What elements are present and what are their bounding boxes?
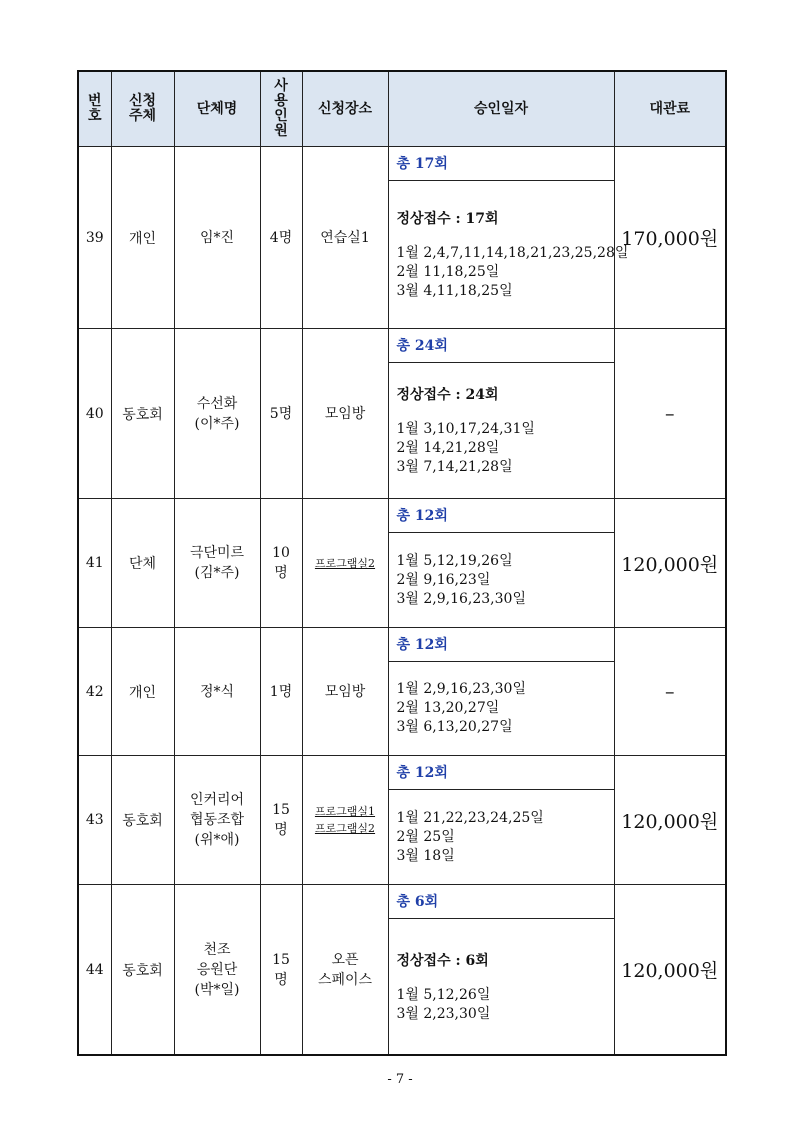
page-number: - 7 - [387, 1072, 413, 1087]
group-name-line: (이*주) [194, 415, 240, 432]
table-row [78, 329, 726, 499]
user-count-line: 명 [274, 822, 288, 838]
rental-fee: 120,000원 [614, 885, 726, 1056]
total-count: 총 17회 [389, 147, 614, 181]
month-dates: 2월 25일 [396, 828, 455, 845]
group-name-line: 천조 [203, 941, 231, 958]
header-group-name: 단체명 [174, 71, 260, 147]
group-name [174, 885, 260, 1056]
applicant-type: 동호회 [111, 756, 174, 885]
date-details [389, 662, 614, 755]
header-applicant-type: 신청 주체 [111, 71, 174, 147]
venue [302, 628, 388, 756]
row-number: 42 [78, 628, 111, 756]
venue-line: 프로그램실2 [314, 822, 376, 835]
date-details [389, 790, 614, 884]
normal-receipt-count: 정상접수 : 24회 [396, 387, 499, 403]
rental-fee: – [614, 329, 726, 499]
approved-dates [388, 329, 614, 499]
normal-receipt-count: 정상접수 : 17회 [396, 211, 499, 227]
approved-dates [388, 147, 629, 329]
rental-fee: – [614, 628, 726, 756]
user-count [260, 756, 302, 885]
applicant-type: 동호회 [111, 885, 174, 1056]
month-dates: 3월 18일 [396, 847, 455, 864]
month-dates: 1월 3,10,17,24,31일 [396, 421, 535, 437]
approved-dates-cell [389, 885, 614, 1054]
table-row [78, 499, 726, 628]
group-name-line: 극단미르 [189, 545, 245, 561]
header-approved-dates: 승인일자 [388, 71, 614, 147]
venue-line: 연습실1 [320, 229, 370, 246]
user-count-line: 4명 [269, 229, 293, 246]
approved-dates-cell [389, 147, 629, 328]
approved-dates [388, 885, 614, 1056]
header-no: 번 호 [78, 71, 111, 147]
approved-dates-cell [389, 628, 614, 755]
row-number: 40 [78, 329, 111, 499]
venue-line: 프로그램실1 [314, 805, 376, 818]
user-count-line: 5명 [269, 405, 293, 422]
group-name-line: 임*진 [199, 229, 235, 246]
total-count: 총 24회 [389, 329, 614, 363]
row-number: 39 [78, 147, 111, 329]
user-count-line: 15 [272, 802, 290, 818]
header-venue: 신청장소 [302, 71, 388, 147]
applicant-type: 개인 [111, 628, 174, 756]
table-row [78, 628, 726, 756]
user-count [260, 499, 302, 628]
month-dates: 1월 2,9,16,23,30일 [396, 681, 526, 697]
venue [302, 499, 388, 628]
group-name-line: (김*주) [194, 565, 240, 581]
group-name-line: 수선화 [196, 395, 238, 412]
month-dates: 3월 6,13,20,27일 [396, 719, 513, 735]
row-number: 41 [78, 499, 111, 628]
approved-dates [388, 499, 614, 628]
rental-fee: 170,000원 [614, 147, 726, 329]
group-name [174, 329, 260, 499]
applicant-type: 동호회 [111, 329, 174, 499]
group-name-line: (위*애) [194, 832, 240, 848]
user-count [260, 329, 302, 499]
total-count: 총 12회 [389, 499, 614, 533]
table-row [78, 885, 726, 1056]
rental-approval-table [77, 70, 727, 1056]
header-users: 사 용 인 원 [260, 71, 302, 147]
normal-receipt-count: 정상접수 : 6회 [396, 952, 489, 969]
month-dates: 2월 11,18,25일 [396, 264, 500, 280]
venue [302, 756, 388, 885]
date-details [389, 533, 614, 627]
month-dates: 2월 14,21,28일 [396, 440, 500, 456]
row-number: 43 [78, 756, 111, 885]
user-count-line: 10 [272, 545, 290, 561]
group-name [174, 499, 260, 628]
month-dates: 2월 13,20,27일 [396, 700, 500, 716]
approved-dates-cell [389, 329, 614, 498]
venue-line: 오픈 [331, 951, 359, 968]
date-details [389, 363, 614, 498]
rental-fee: 120,000원 [614, 756, 726, 885]
month-dates: 3월 2,23,30일 [396, 1005, 491, 1022]
user-count-line: 1명 [269, 683, 293, 700]
date-details [389, 919, 614, 1054]
user-count [260, 885, 302, 1056]
month-dates: 2월 9,16,23일 [396, 571, 491, 588]
month-dates: 1월 5,12,19,26일 [396, 552, 513, 569]
group-name [174, 628, 260, 756]
total-count: 총 12회 [389, 628, 614, 662]
approved-dates-cell [389, 499, 614, 627]
group-name-line: (박*일) [194, 981, 240, 998]
total-count: 총 6회 [389, 885, 614, 919]
venue [302, 885, 388, 1056]
user-count-line: 명 [274, 971, 288, 988]
total-count: 총 12회 [389, 756, 614, 790]
venue-line: 스페이스 [317, 971, 373, 988]
month-dates: 1월 21,22,23,24,25일 [396, 809, 544, 826]
user-count-line: 15 [272, 951, 290, 968]
month-dates: 1월 2,4,7,11,14,18,21,23,25,28일 [396, 245, 629, 261]
user-count-line: 명 [274, 565, 288, 581]
group-name [174, 147, 260, 329]
approved-dates-cell [389, 756, 614, 884]
applicant-type: 개인 [111, 147, 174, 329]
month-dates: 3월 4,11,18,25일 [396, 283, 513, 299]
venue-line: 모임방 [324, 683, 366, 700]
row-number: 44 [78, 885, 111, 1056]
table-row [78, 756, 726, 885]
user-count [260, 147, 302, 329]
venue-line: 모임방 [324, 405, 366, 422]
header-rental-fee: 대관료 [614, 71, 726, 147]
approved-dates [388, 756, 614, 885]
group-name-line: 인커리어 [189, 792, 245, 808]
applicant-type: 단체 [111, 499, 174, 628]
rental-fee: 120,000원 [614, 499, 726, 628]
user-count [260, 628, 302, 756]
month-dates: 1월 5,12,26일 [396, 986, 491, 1003]
month-dates: 3월 7,14,21,28일 [396, 459, 513, 475]
table-row [78, 147, 726, 329]
date-details [389, 181, 629, 328]
group-name [174, 756, 260, 885]
header-row [78, 71, 726, 147]
venue [302, 147, 388, 329]
venue-line: 프로그램실2 [314, 556, 376, 570]
approved-dates [388, 628, 614, 756]
group-name-line: 정*식 [199, 683, 235, 700]
month-dates: 3월 2,9,16,23,30일 [396, 590, 526, 607]
venue [302, 329, 388, 499]
group-name-line: 응원단 [196, 961, 238, 978]
group-name-line: 협동조합 [189, 812, 245, 828]
